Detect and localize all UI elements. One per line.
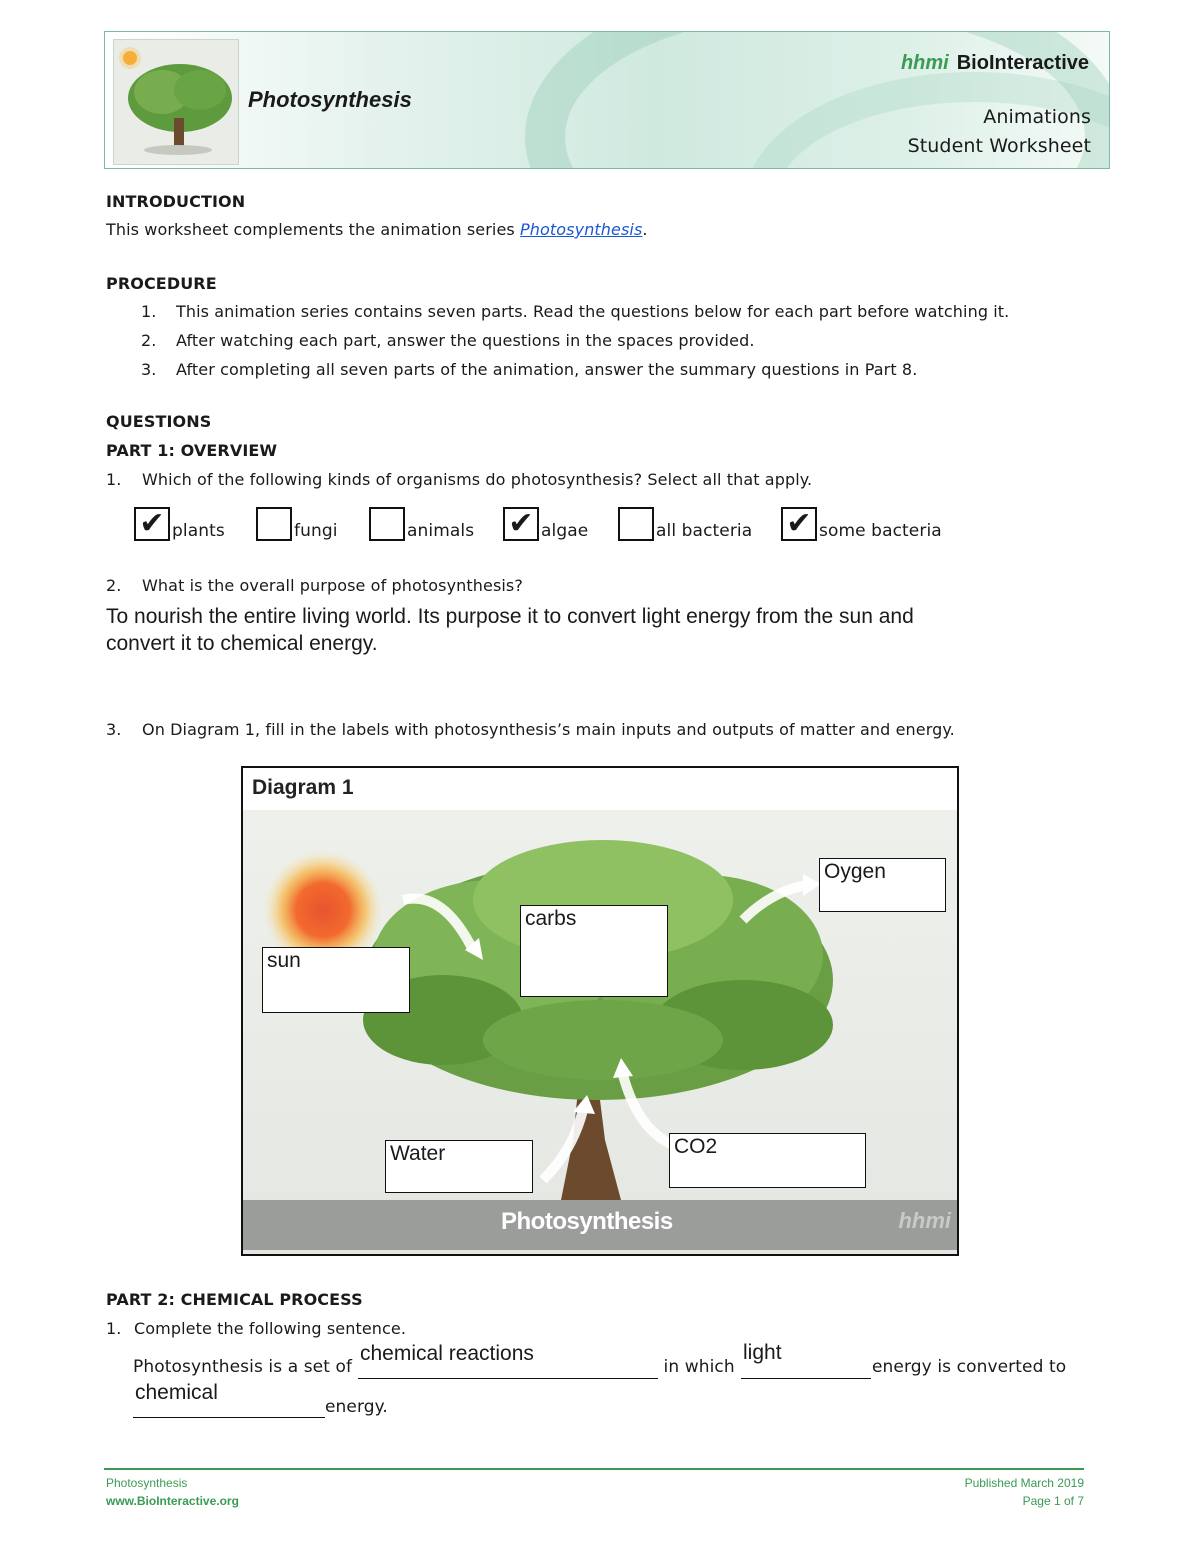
- tree-thumbnail-image: [113, 39, 239, 165]
- question-number: 1.: [106, 1319, 122, 1338]
- part1-heading: PART 1: OVERVIEW: [106, 441, 278, 460]
- part1-question-2: [106, 576, 523, 595]
- label-box-carbs[interactable]: carbs: [520, 905, 668, 997]
- sentence-part-3: energy is converted to: [872, 1357, 1067, 1377]
- footer-title: Photosynthesis: [106, 1476, 188, 1490]
- footer-website[interactable]: www.BioInteractive.org: [106, 1494, 239, 1508]
- checkbox-some-bacteria[interactable]: ✔: [781, 507, 817, 541]
- header-title: Photosynthesis: [248, 87, 412, 112]
- part1-question-1: [106, 470, 812, 489]
- procedure-item: [141, 331, 755, 350]
- question-text: On Diagram 1, fill in the labels with photosynthesis’s main inputs and outputs of matter and energy.: [142, 720, 955, 739]
- label-box-water[interactable]: Water: [385, 1140, 533, 1193]
- intro-text: [106, 220, 648, 239]
- brand-logo: [901, 52, 1089, 75]
- questions-heading: QUESTIONS: [106, 412, 212, 431]
- blank-line-2: [741, 1377, 871, 1379]
- diagram-1: [241, 766, 959, 1256]
- diagram-title: Diagram 1: [252, 776, 354, 799]
- procedure-item: [141, 302, 1009, 321]
- checkbox-animals[interactable]: [369, 507, 405, 541]
- procedure-item-number: 2.: [141, 331, 157, 350]
- diagram-watermark: hhmi: [898, 1208, 951, 1233]
- blank-line-1: [358, 1377, 658, 1379]
- part2-heading: PART 2: CHEMICAL PROCESS: [106, 1290, 363, 1309]
- blank-line-3: [133, 1416, 325, 1418]
- brand-hhmi: hhmi: [900, 52, 949, 74]
- checkbox-fungi[interactable]: [256, 507, 292, 541]
- footer-published: Published March 2019: [964, 1476, 1084, 1490]
- option-some-bacteria[interactable]: [781, 505, 942, 541]
- checkbox-plants[interactable]: ✔: [134, 507, 170, 541]
- option-all-bacteria[interactable]: [618, 505, 752, 541]
- question-number: 1.: [106, 470, 122, 489]
- label-box-co2[interactable]: CO2: [669, 1133, 866, 1188]
- procedure-item-number: 1.: [141, 302, 157, 321]
- q2-answer[interactable]: [106, 603, 914, 657]
- option-plants[interactable]: [134, 505, 225, 541]
- question-text: What is the overall purpose of photosynthesis?: [142, 576, 523, 595]
- option-label: algae: [541, 521, 589, 541]
- procedure-item-text: After watching each part, answer the questions in the spaces provided.: [176, 331, 755, 350]
- sentence-part-1: Photosynthesis is a set of: [133, 1357, 353, 1377]
- procedure-item-text: This animation series contains seven parts. Read the questions below for each part before watching it.: [176, 302, 1010, 321]
- brand-name: BioInteractive: [956, 52, 1089, 74]
- question-text: Complete the following sentence.: [134, 1319, 407, 1338]
- blank-2-answer[interactable]: light: [743, 1341, 782, 1364]
- option-animals[interactable]: [369, 505, 474, 541]
- intro-heading: INTRODUCTION: [106, 192, 246, 211]
- header-subtitle-animations: Animations: [983, 106, 1091, 128]
- label-box-oxygen[interactable]: Oygen: [819, 858, 946, 912]
- blank-3-answer[interactable]: chemical: [135, 1381, 218, 1404]
- label-box-sun[interactable]: sun: [262, 947, 410, 1013]
- sentence-part-2: in which: [658, 1357, 741, 1377]
- intro-text-after: .: [642, 220, 648, 239]
- q2-answer-line: To nourish the entire living world. Its purpose it to convert light energy from the sun and: [106, 605, 914, 628]
- option-label: fungi: [294, 521, 338, 541]
- footer-rule: [104, 1468, 1084, 1470]
- option-label: some bacteria: [819, 521, 942, 541]
- procedure-item: [141, 360, 917, 379]
- photosynthesis-link[interactable]: Photosynthesis: [520, 220, 643, 239]
- option-label: all bacteria: [656, 521, 753, 541]
- header-subtitle-worksheet: Student Worksheet: [907, 135, 1091, 157]
- option-algae[interactable]: [503, 505, 588, 541]
- sentence-part-4: energy.: [325, 1397, 388, 1417]
- option-label: plants: [172, 521, 225, 541]
- checkbox-all-bacteria[interactable]: [618, 507, 654, 541]
- question-text: Which of the following kinds of organisms do photosynthesis? Select all that apply.: [142, 470, 813, 489]
- option-fungi[interactable]: [256, 505, 338, 541]
- q2-answer-line: convert it to chemical energy.: [106, 632, 378, 655]
- blank-1-answer[interactable]: chemical reactions: [360, 1342, 534, 1365]
- question-number: 3.: [106, 720, 122, 739]
- intro-text-before: This worksheet complements the animation series: [106, 220, 521, 239]
- diagram-caption: Photosynthesis: [501, 1208, 673, 1235]
- part2-question-1: [106, 1319, 406, 1338]
- option-label: animals: [407, 521, 475, 541]
- checkbox-algae[interactable]: ✔: [503, 507, 539, 541]
- part1-question-3: [106, 720, 955, 739]
- footer-page-number: Page 1 of 7: [1022, 1494, 1084, 1508]
- procedure-heading: PROCEDURE: [106, 274, 217, 293]
- question-number: 2.: [106, 576, 122, 595]
- header-banner: [104, 31, 1110, 169]
- procedure-item-text: After completing all seven parts of the animation, answer the summary questions in Part 8.: [176, 360, 918, 379]
- procedure-item-number: 3.: [141, 360, 157, 379]
